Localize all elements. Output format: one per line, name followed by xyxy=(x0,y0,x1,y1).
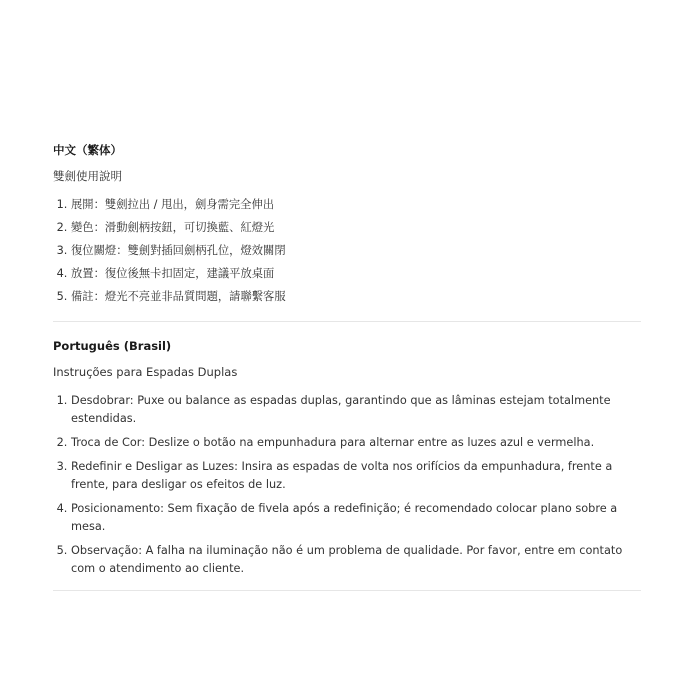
steps-list xyxy=(53,196,641,306)
list-item: 5. 備註：燈光不亮並非品質問題，請聯繫客服 xyxy=(71,288,641,306)
list-item: 4. Posicionamento: Sem fixação de fivela após a redefinição; é recomendado colocar plano sobre a mesa. xyxy=(71,500,641,536)
instructions-content xyxy=(53,140,641,591)
list-item: 5. Observação: A falha na iluminação não é um problema de qualidade. Por favor, entre em contato com o atendimento ao cliente. xyxy=(71,542,641,578)
section-subtitle: 雙劍使用說明 xyxy=(53,169,122,183)
section-chinese-traditional xyxy=(53,140,641,322)
list-item: 3. Redefinir e Desligar as Luzes: Insira as espadas de volta nos orifícios da empunhadura, frente a frente, para desligar os efeitos de luz. xyxy=(71,458,641,494)
list-item: 4. 放置：復位後無卡扣固定，建議平放桌面 xyxy=(71,265,641,283)
list-item: 1. 展開：雙劍拉出 / 甩出，劍身需完全伸出 xyxy=(71,196,641,214)
list-item: 3. 復位關燈：雙劍對插回劍柄孔位，燈效關閉 xyxy=(71,242,641,260)
section-title: Português (Brasil) xyxy=(53,339,172,353)
section-title: 中文（繁体） xyxy=(53,143,122,157)
list-item: 2. Troca de Cor: Deslize o botão na empunhadura para alternar entre as luzes azul e vermelha. xyxy=(71,434,641,452)
steps-list xyxy=(53,392,641,578)
section-portuguese-brazil xyxy=(53,336,641,591)
section-subtitle: Instruções para Espadas Duplas xyxy=(53,365,238,379)
list-item: 1. Desdobrar: Puxe ou balance as espadas duplas, garantindo que as lâminas estejam totalmente estendidas. xyxy=(71,392,641,428)
list-item: 2. 變色：滑動劍柄按鈕，可切換藍、紅燈光 xyxy=(71,219,641,237)
